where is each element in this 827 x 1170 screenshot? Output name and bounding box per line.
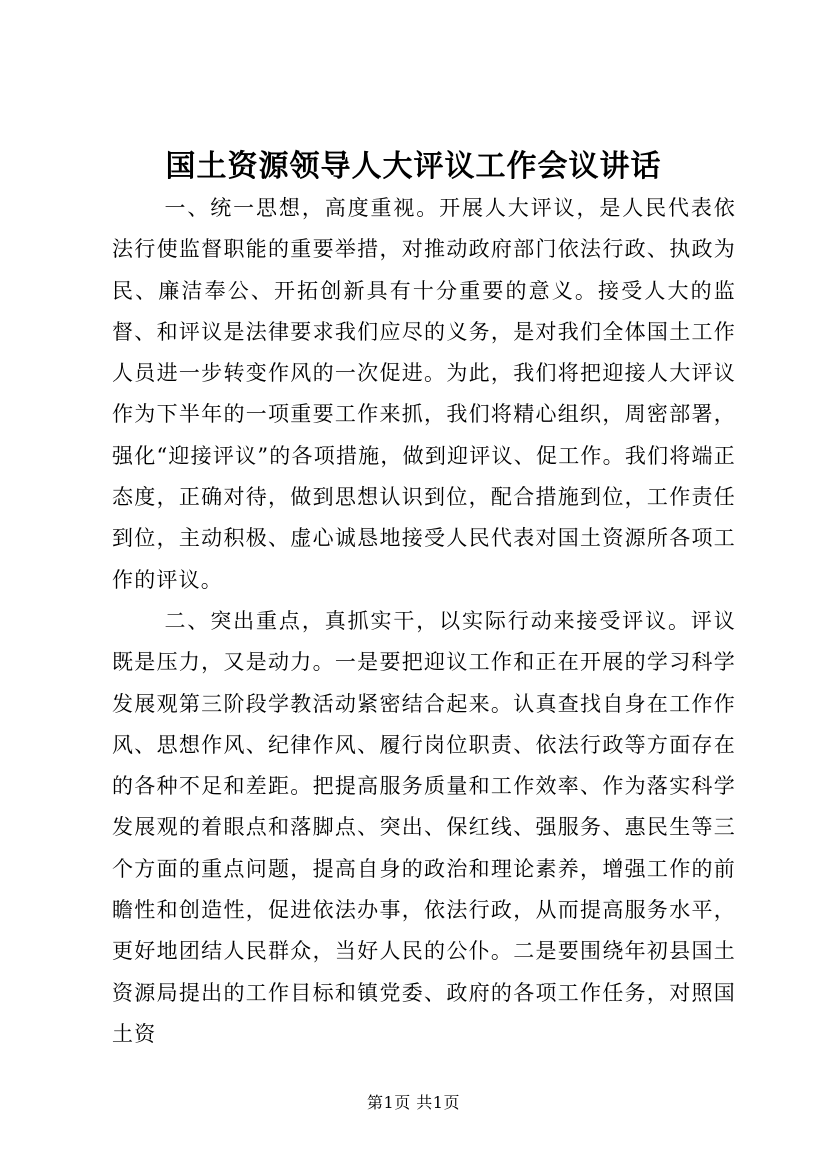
document-body bbox=[112, 188, 736, 1055]
page-number-footer: 第1页 共1页 bbox=[367, 1093, 460, 1112]
paragraph-1: 一、统一思想，高度重视。开展人大评议，是人民代表依法行使监督职能的重要举措，对推动政府部门依法行政、执政为民、廉洁奉公、开拓创新具有十分重要的意义。接受人大的监督、和评议是法律要求我们应尽的义务，是对我们全体国土工作人员进一步转变作风的一次促进。为此，我们将把迎接人大评议作为下半年的一项重要工作来抓，我们将精心组织，周密部署，强化“迎接评议”的各项措施，做到迎评议、促工作。我们将端正态度，正确对待，做到思想认识到位，配合措施到位，工作责任到位，主动积极、虚心诚恳地接受人民代表对国土资源所各项工作的评议。 bbox=[112, 196, 736, 592]
document-title: 国土资源领导人大评议工作会议讲话 bbox=[165, 149, 662, 184]
paragraph-2: 二、突出重点，真抓实干，以实际行动来接受评议。评议既是压力，又是动力。一是要把迎议工作和正在开展的学习科学发展观第三阶段学教活动紧密结合起来。认真查找自身在工作作风、思想作风、纪律作风、履行岗位职责、依法行政等方面存在的各种不足和差距。把提高服务质量和工作效率、作为落实科学发展观的着眼点和落脚点、突出、保红线、强服务、惠民生等三个方面的重点问题，提高自身的政治和理论素养，增强工作的前瞻性和创造性，促进依法办事，依法行政，从而提高服务水平，更好地团结人民群众，当好人民的公仆。二是要围绕年初县国土资源局提出的工作目标和镇党委、政府的各项工作任务，对照国土资 bbox=[112, 608, 736, 1046]
